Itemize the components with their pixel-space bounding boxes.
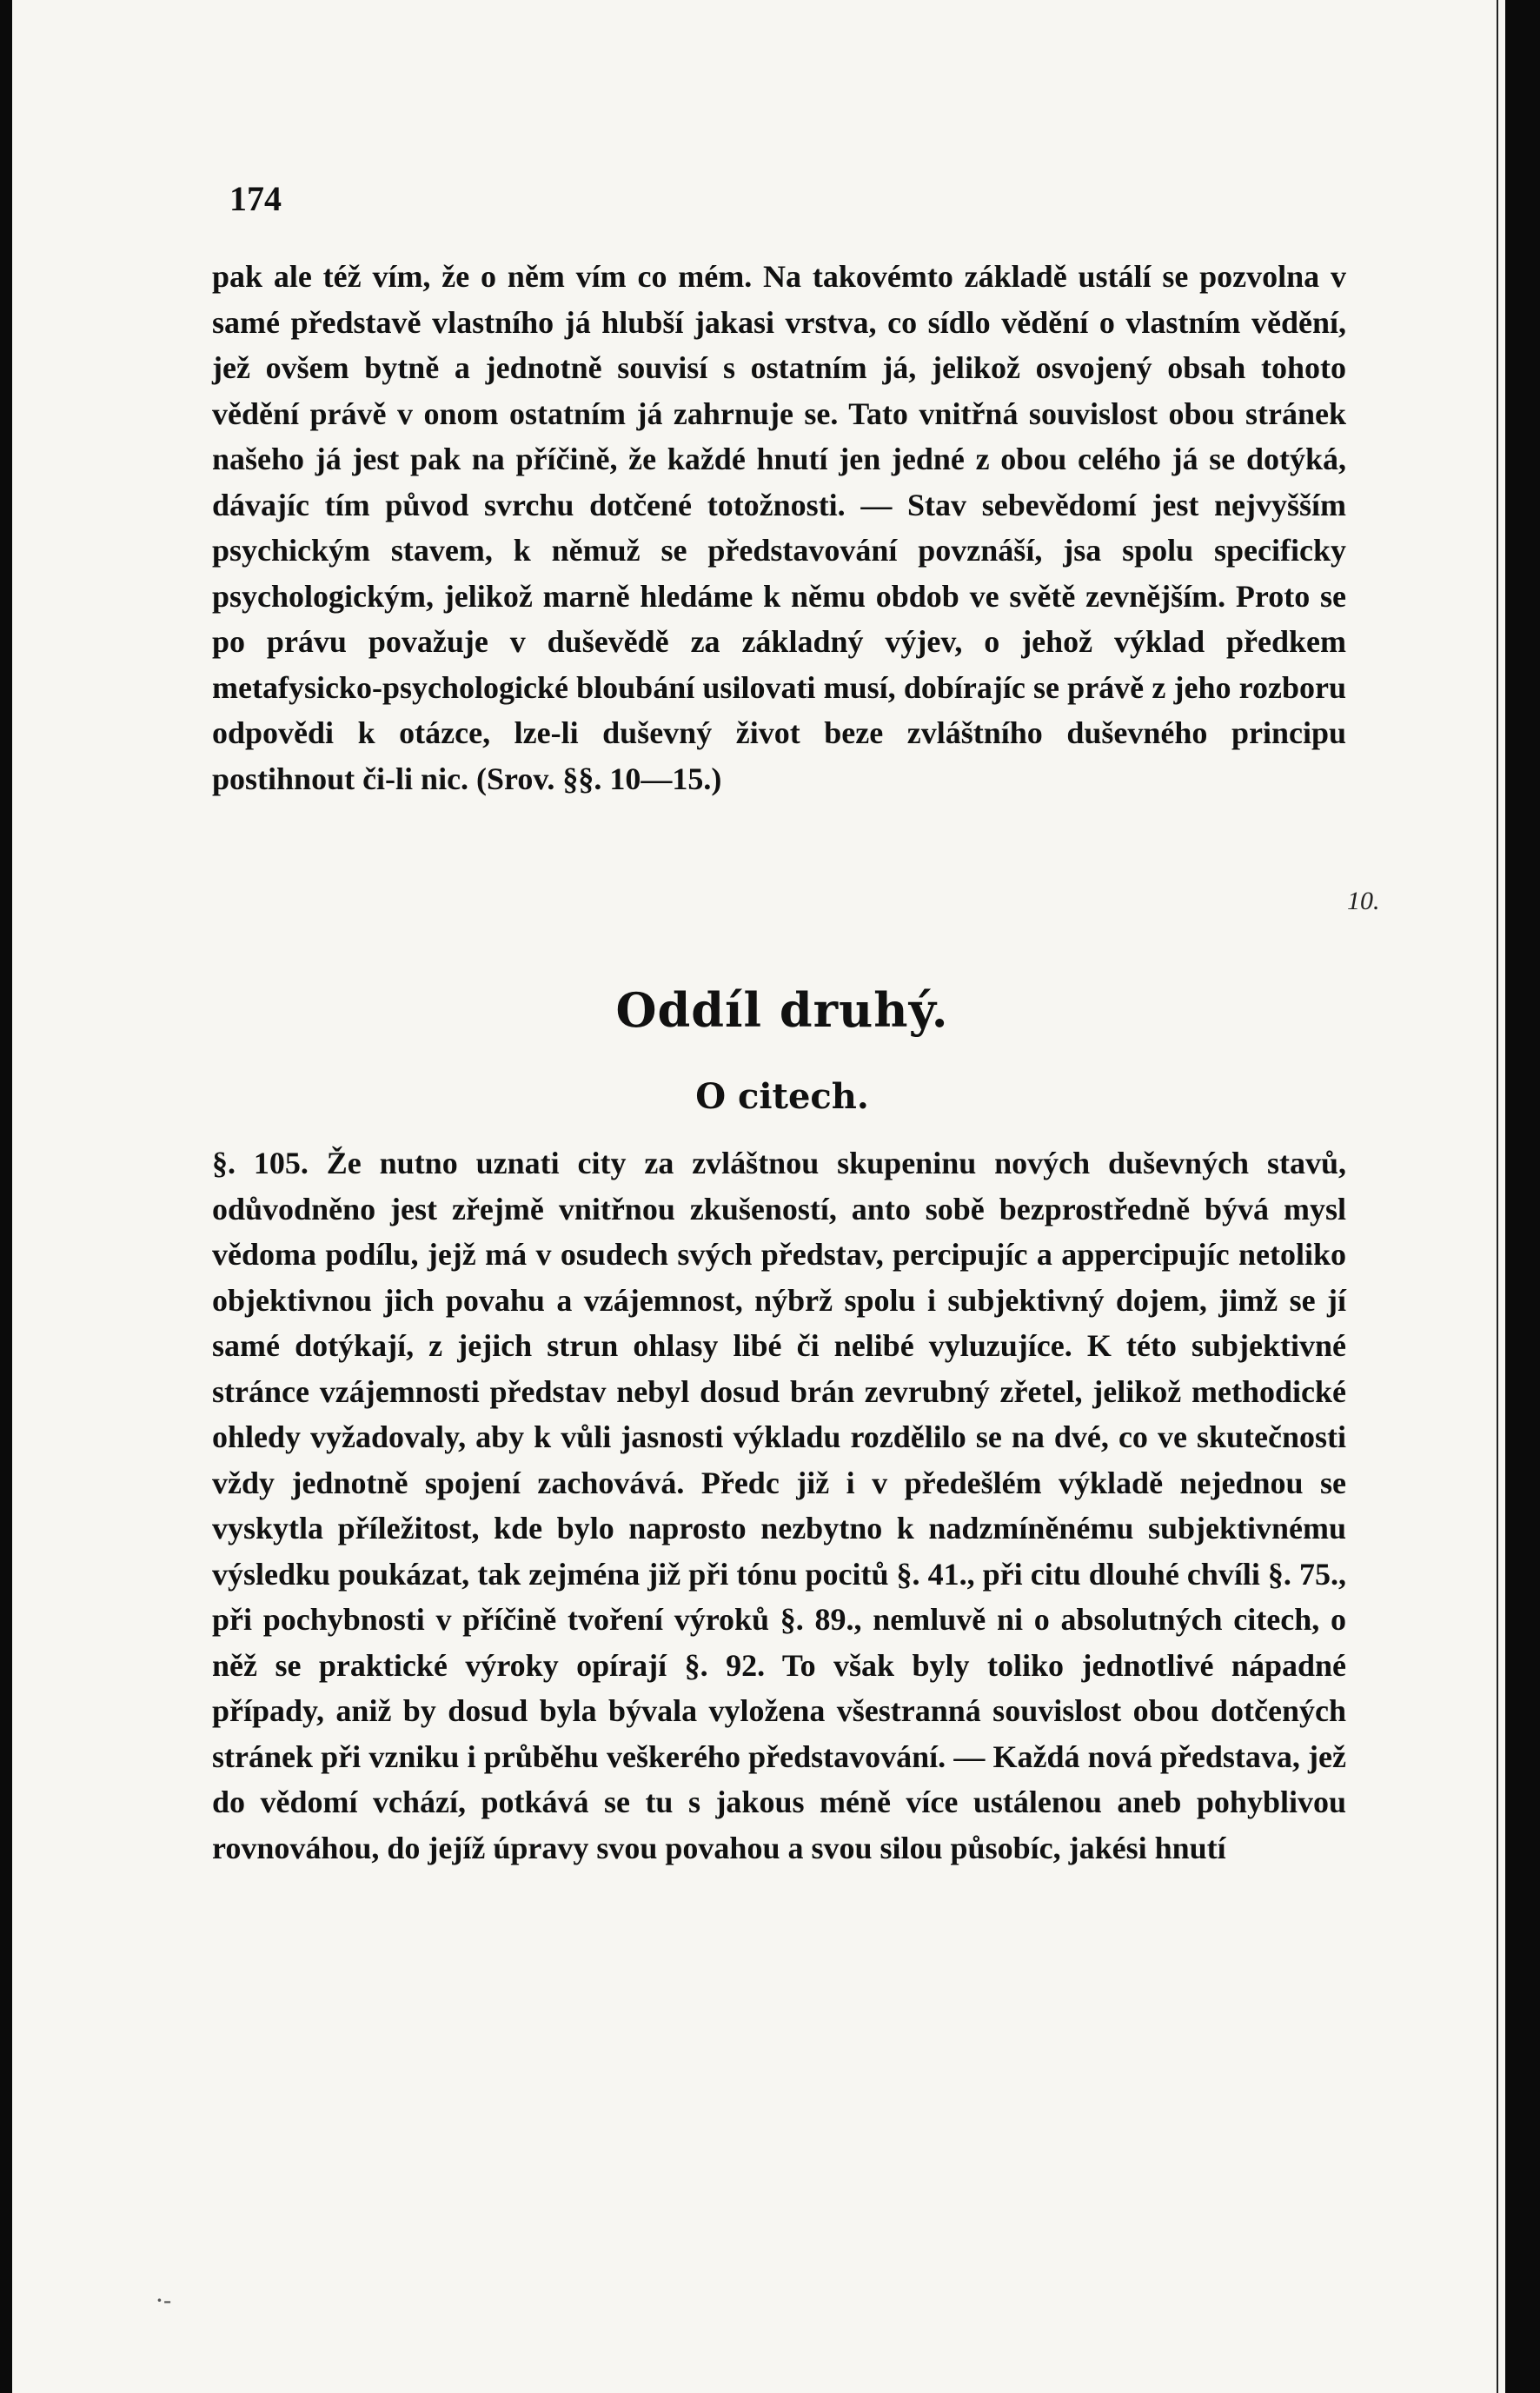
- page-edge: [1497, 0, 1498, 2393]
- chapter-heading: O citech.: [695, 1076, 869, 1117]
- stray-mark: ·-: [156, 2286, 172, 2315]
- paragraph-2: §. 105. Že nutno uznati city za zvláštnou skupeninu nových duševných stavů, odůvodněno jest zřejmě vnitřnou zkušeností, anto sobě bezprostředně bývá mysl vědoma podílu, jejž má v osudech svých představ, percipujíc a appercipujíc netoliko objektivnou jich povahu a vzájemnost, nýbrž spolu i subjektivný dojem, jimž se jí samé dotýkají, z jejich strun ohlasy libé či nelibé vyluzujíce. K této subjektivné stránce vzájemnosti představ nebyl dosud brán zevrubný zřetel, jelikož methodické ohledy vyžadovaly, aby k vůli jasnosti výkladu rozdělilo se na dvé, co ve skutečnosti vždy jednotně spojení zachovává. Předc již i v předešlém výkladě nejednou se vyskytla příležitost, kde bylo naprosto nezbytno k nadzmíněnému subjektivnému výsledku poukázat, tak zejména již při tónu pocitů §. 41., při citu dlouhé chvíli §. 75., při pochybnosti v příčině tvoření výroků §. 89., nemluvě ni o absolutných citech, o něž se praktické výroky opírají §. 92. To však byly toliko jednotlivé nápadné případy, aniž by dosud byla bývala vyložena všestranná souvislost obou dotčených stránek při vzniku i průběhu veškerého představování. — Každá nová představa, jež do vědomí vchází, potkává se tu s jakous méně více ustálenou aneb pohyblivou rovnováhou, do jejíž úpravy svou povahou a svou silou působíc, jakési hnutí: [212, 1146, 1346, 1865]
- book-page: [12, 0, 1505, 2393]
- page-number: 174: [229, 179, 282, 218]
- part-heading: Oddíl druhý.: [615, 982, 949, 1038]
- margin-note: 10.: [1347, 887, 1380, 915]
- paragraph-1: pak ale též vím, že o něm vím co mém. Na takovémto základě ustálí se pozvolna v samé představě vlastního já hlubší jakasi vrstva, co sídlo vědění o vlastním vědění, jež ovšem bytně a jednotně souvisí s ostatním já, jelikož osvojený obsah tohoto vědění právě v onom ostatním já zahrnuje se. Tato vnitřná souvislost obou stránek našeho já jest pak na příčině, že každé hnutí jen jedné z obou celého já se dotýká, dávajíc tím původ svrchu dotčené totožnosti. — Stav sebevědomí jest nejvyšším psychickým stavem, k němuž se představování povznáší, jsa spolu specificky psychologickým, jelikož marně hledáme k němu obdob ve světě zevnějším. Proto se po právu považuje v duševědě za základný výjev, o jehož výklad předkem metafysicko-psychologické bloubání usilovati musí, dobírajíc se právě z jeho rozboru odpovědi k otázce, lze-li duševný život beze zvláštního duševného principu postihnout či-li nic. (Srov. §§. 10—15.): [212, 259, 1346, 796]
